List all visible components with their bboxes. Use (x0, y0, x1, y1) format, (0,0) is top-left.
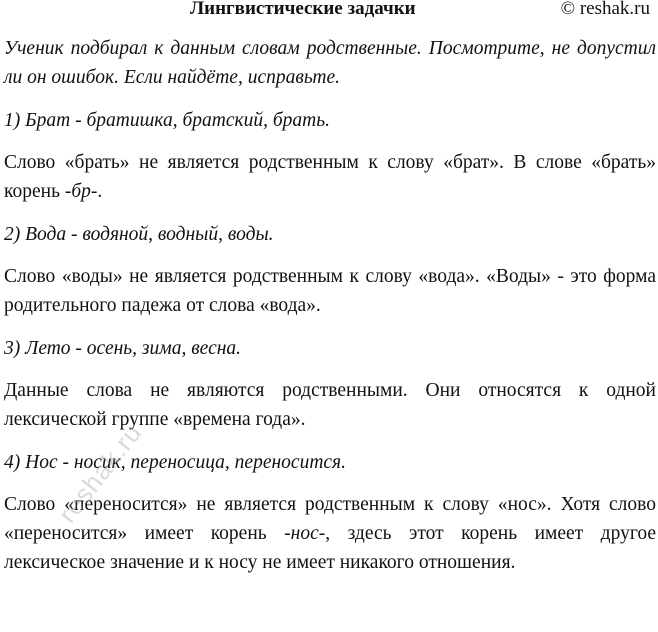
answer-4 (4, 490, 656, 577)
answer-4-end: , здесь этот корень имеет другое лексическое значение и к носу не имеет никакого отношения. (4, 523, 656, 573)
task-2: 2) Вода - водяной, водный, воды. (4, 224, 274, 245)
document-page (4, 0, 656, 577)
answer-4-text: Слово «переносится» не является родственным к слову «нос». Хотя слово «переносится» имеет корень (4, 494, 656, 544)
page-title: Лингвистические задачки (190, 0, 416, 19)
exercise-instruction: Ученик подбирал к данным словам родственные. Посмотрите, не допустил ли он ошибок. Если найдёте, исправьте. (4, 38, 656, 88)
task-4: 4) Нос - носик, переносица, переносится. (4, 452, 346, 473)
task-1: 1) Брат - братишка, братский, брать. (4, 110, 330, 131)
site-copyright: © reshak.ru (560, 0, 650, 19)
answer-2: Слово «воды» не является родственным к слову «вода». «Воды» - это форма родительного падежа от слова «вода». (4, 266, 656, 316)
answer-1-end: . (97, 181, 103, 202)
answer-1-root: -бр- (64, 181, 98, 202)
watermark: reshak.ru (52, 417, 148, 529)
answer-1 (4, 148, 656, 206)
page-header (4, 0, 656, 26)
answer-3: Данные слова не являются родственными. Они относятся к одной лексической группе «времена года». (4, 380, 656, 430)
answer-1-text: Слово «брать» не является родственным к слову «брат». В слове «брать» корень (4, 152, 656, 202)
answer-4-root: -нос- (284, 523, 326, 544)
task-3: 3) Лето - осень, зима, весна. (4, 338, 242, 359)
